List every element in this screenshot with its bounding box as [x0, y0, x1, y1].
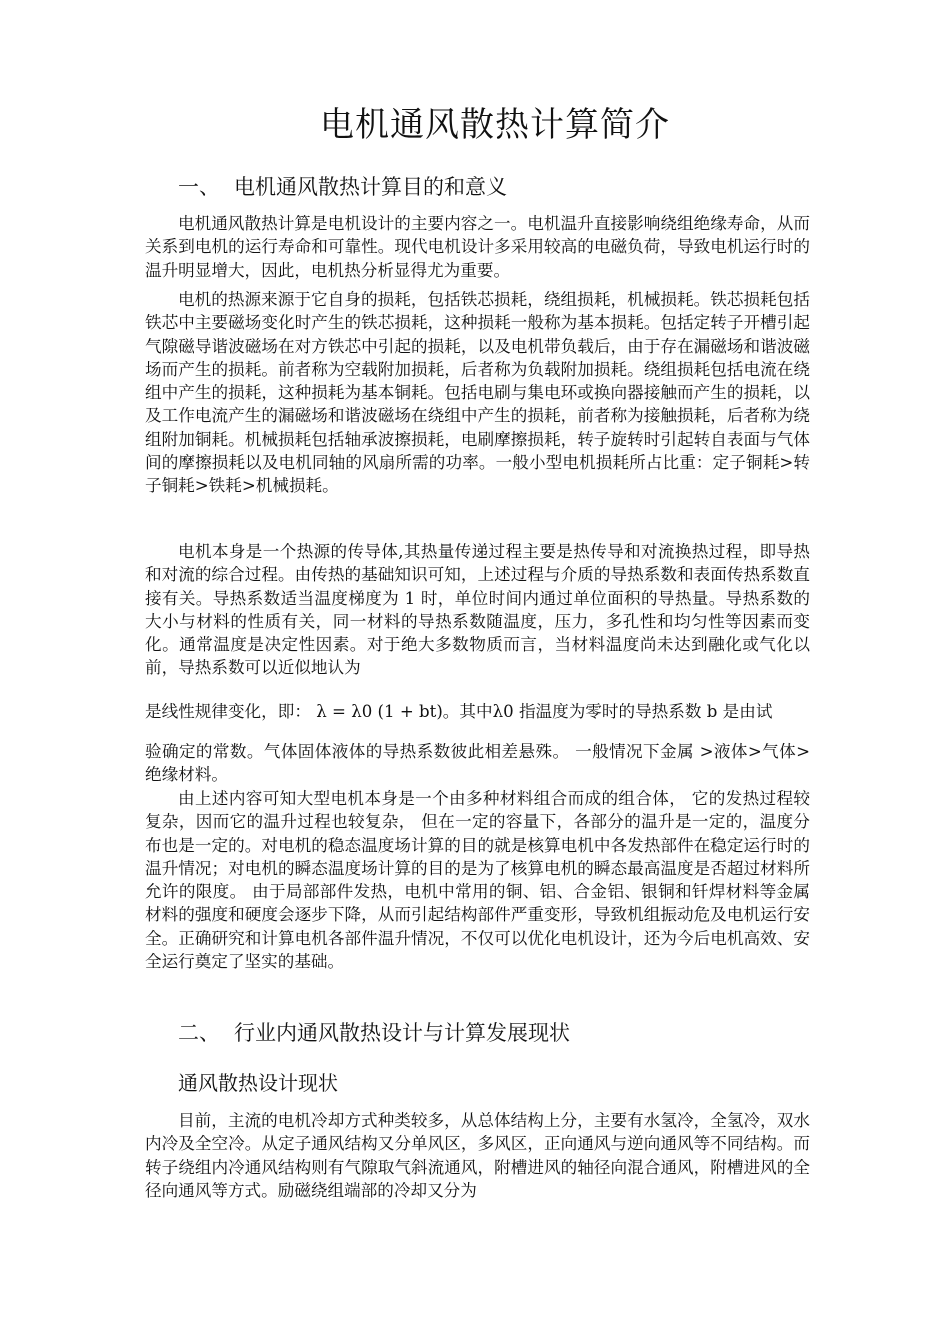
document-title: 电机通风散热计算简介: [320, 105, 670, 145]
paragraph-5: 目前，主流的电机冷却方式种类较多，从总体结构上分，主要有水氢冷，全氢冷，双水内冷及全空冷。从定子通风结构又分单风区，多风区，正向通风与逆向通风等不同结构。而转子绕组内冷通风结构则有气隙取气斜流通风，附槽进风的轴径向混合通风，附槽进风的全径向通风等方式。励磁绕组端部的冷却又分为: [145, 1111, 810, 1200]
formula-line-after: 指温度为零时的导热系数 b 是由试: [518, 702, 773, 721]
formula-line: [145, 700, 810, 723]
paragraph-2: 电机的热源来源于它自身的损耗，包括铁芯损耗，绕组损耗，机械损耗。铁芯损耗包括铁芯中主要磁场变化时产生的铁芯损耗，这种损耗一般称为基本损耗。包括定转子开槽引起气隙磁导谐波磁场在对方铁芯中引起的损耗，以及电机带负载后，由于存在漏磁场和谐波磁场而产生的损耗。前者称为空载附加损耗，后者称为负载附加损耗。绕组损耗包括电流在绕组中产生的损耗，这种损耗为基本铜耗。包括电刷与集电环或换向器接触而产生的损耗，以及工作电流产生的漏磁场和谐波磁场在绕组中产生的损耗，前者称为接触损耗，后者称为绕组附加铜耗。机械损耗包括轴承波擦损耗，电刷摩擦损耗，转子旋转时引起转自表面与气体间的摩擦损耗以及电机同轴的风扇所需的功率。一般小型电机损耗所占比重：定子铜耗>转子铜耗>铁耗>机械损耗。: [145, 290, 810, 496]
section-1-number: 一、: [178, 175, 220, 199]
paragraph-3-continuation: 验确定的常数。气体固体液体的导热系数彼此相差悬殊。 一般情况下金属 >液体>气体>绝缘材料。: [145, 742, 810, 785]
lambda-zero-symbol: λ0: [492, 702, 514, 721]
paragraph-3: 电机本身是一个热源的传导体,其热量传递过程主要是热传导和对流换热过程，即导热和对流的综合过程。由传热的基础知识可知，上述过程与介质的导热系数和表面传热系数直接有关。导热系数适当温度梯度为 1 时，单位时间内通过单位面积的导热量。导热系数的大小与材料的性质有关，同一材料的导热系数随温度，压力，多孔性和均匀性等因素而变化。通常温度是决定性因素。对于绝大多数物质而言，当材料温度尚未达到融化或气化以前，导热系数可以近似地认为: [145, 542, 810, 678]
section-1-title: 电机通风散热计算目的和意义: [234, 175, 507, 199]
formula-line-middle: 。其中: [442, 702, 493, 721]
paragraph-4: 由上述内容可知大型电机本身是一个由多种材料组合而成的组合体， 它的发热过程较复杂，因而它的温升过程也较复杂， 但在一定的容量下，各部分的温升是一定的，温度分布也是一定的。对电机的稳态温度场计算的目的就是核算电机中各发热部件在稳定运行时的温升情况；对电机的瞬态温度场计算的目的是为了核算电机的瞬态最高温度是否超过材料所允许的限度。 由于局部部件发热，电机中常用的铜、铝、合金铝、银铜和钎焊材料等金属材料的强度和硬度会逐步下降，从而引起结构部件严重变形，导致机组振动危及电机运行安全。正确研究和计算电机各部件温升情况，不仅可以优化电机设计，还为今后电机高效、安全运行奠定了坚实的基础。: [145, 789, 810, 972]
thermal-conductivity-formula: λ = λ0 (1 + bt): [316, 702, 443, 721]
section-2-subheading: 通风散热设计现状: [178, 1071, 338, 1095]
section-2-title: 行业内通风散热设计与计算发展现状: [234, 1021, 570, 1045]
section-2-number: 二、: [178, 1021, 220, 1045]
formula-line-before: 是线性规律变化，即：: [145, 702, 311, 721]
paragraph-1: 电机通风散热计算是电机设计的主要内容之一。电机温升直接影响绕组绝缘寿命，从而关系到电机的运行寿命和可靠性。现代电机设计多采用较高的电磁负荷，导致电机运行时的温升明显增大，因此，电机热分析显得尤为重要。: [145, 214, 810, 280]
section-2-heading: [178, 1019, 570, 1047]
section-1-heading: [178, 173, 507, 201]
